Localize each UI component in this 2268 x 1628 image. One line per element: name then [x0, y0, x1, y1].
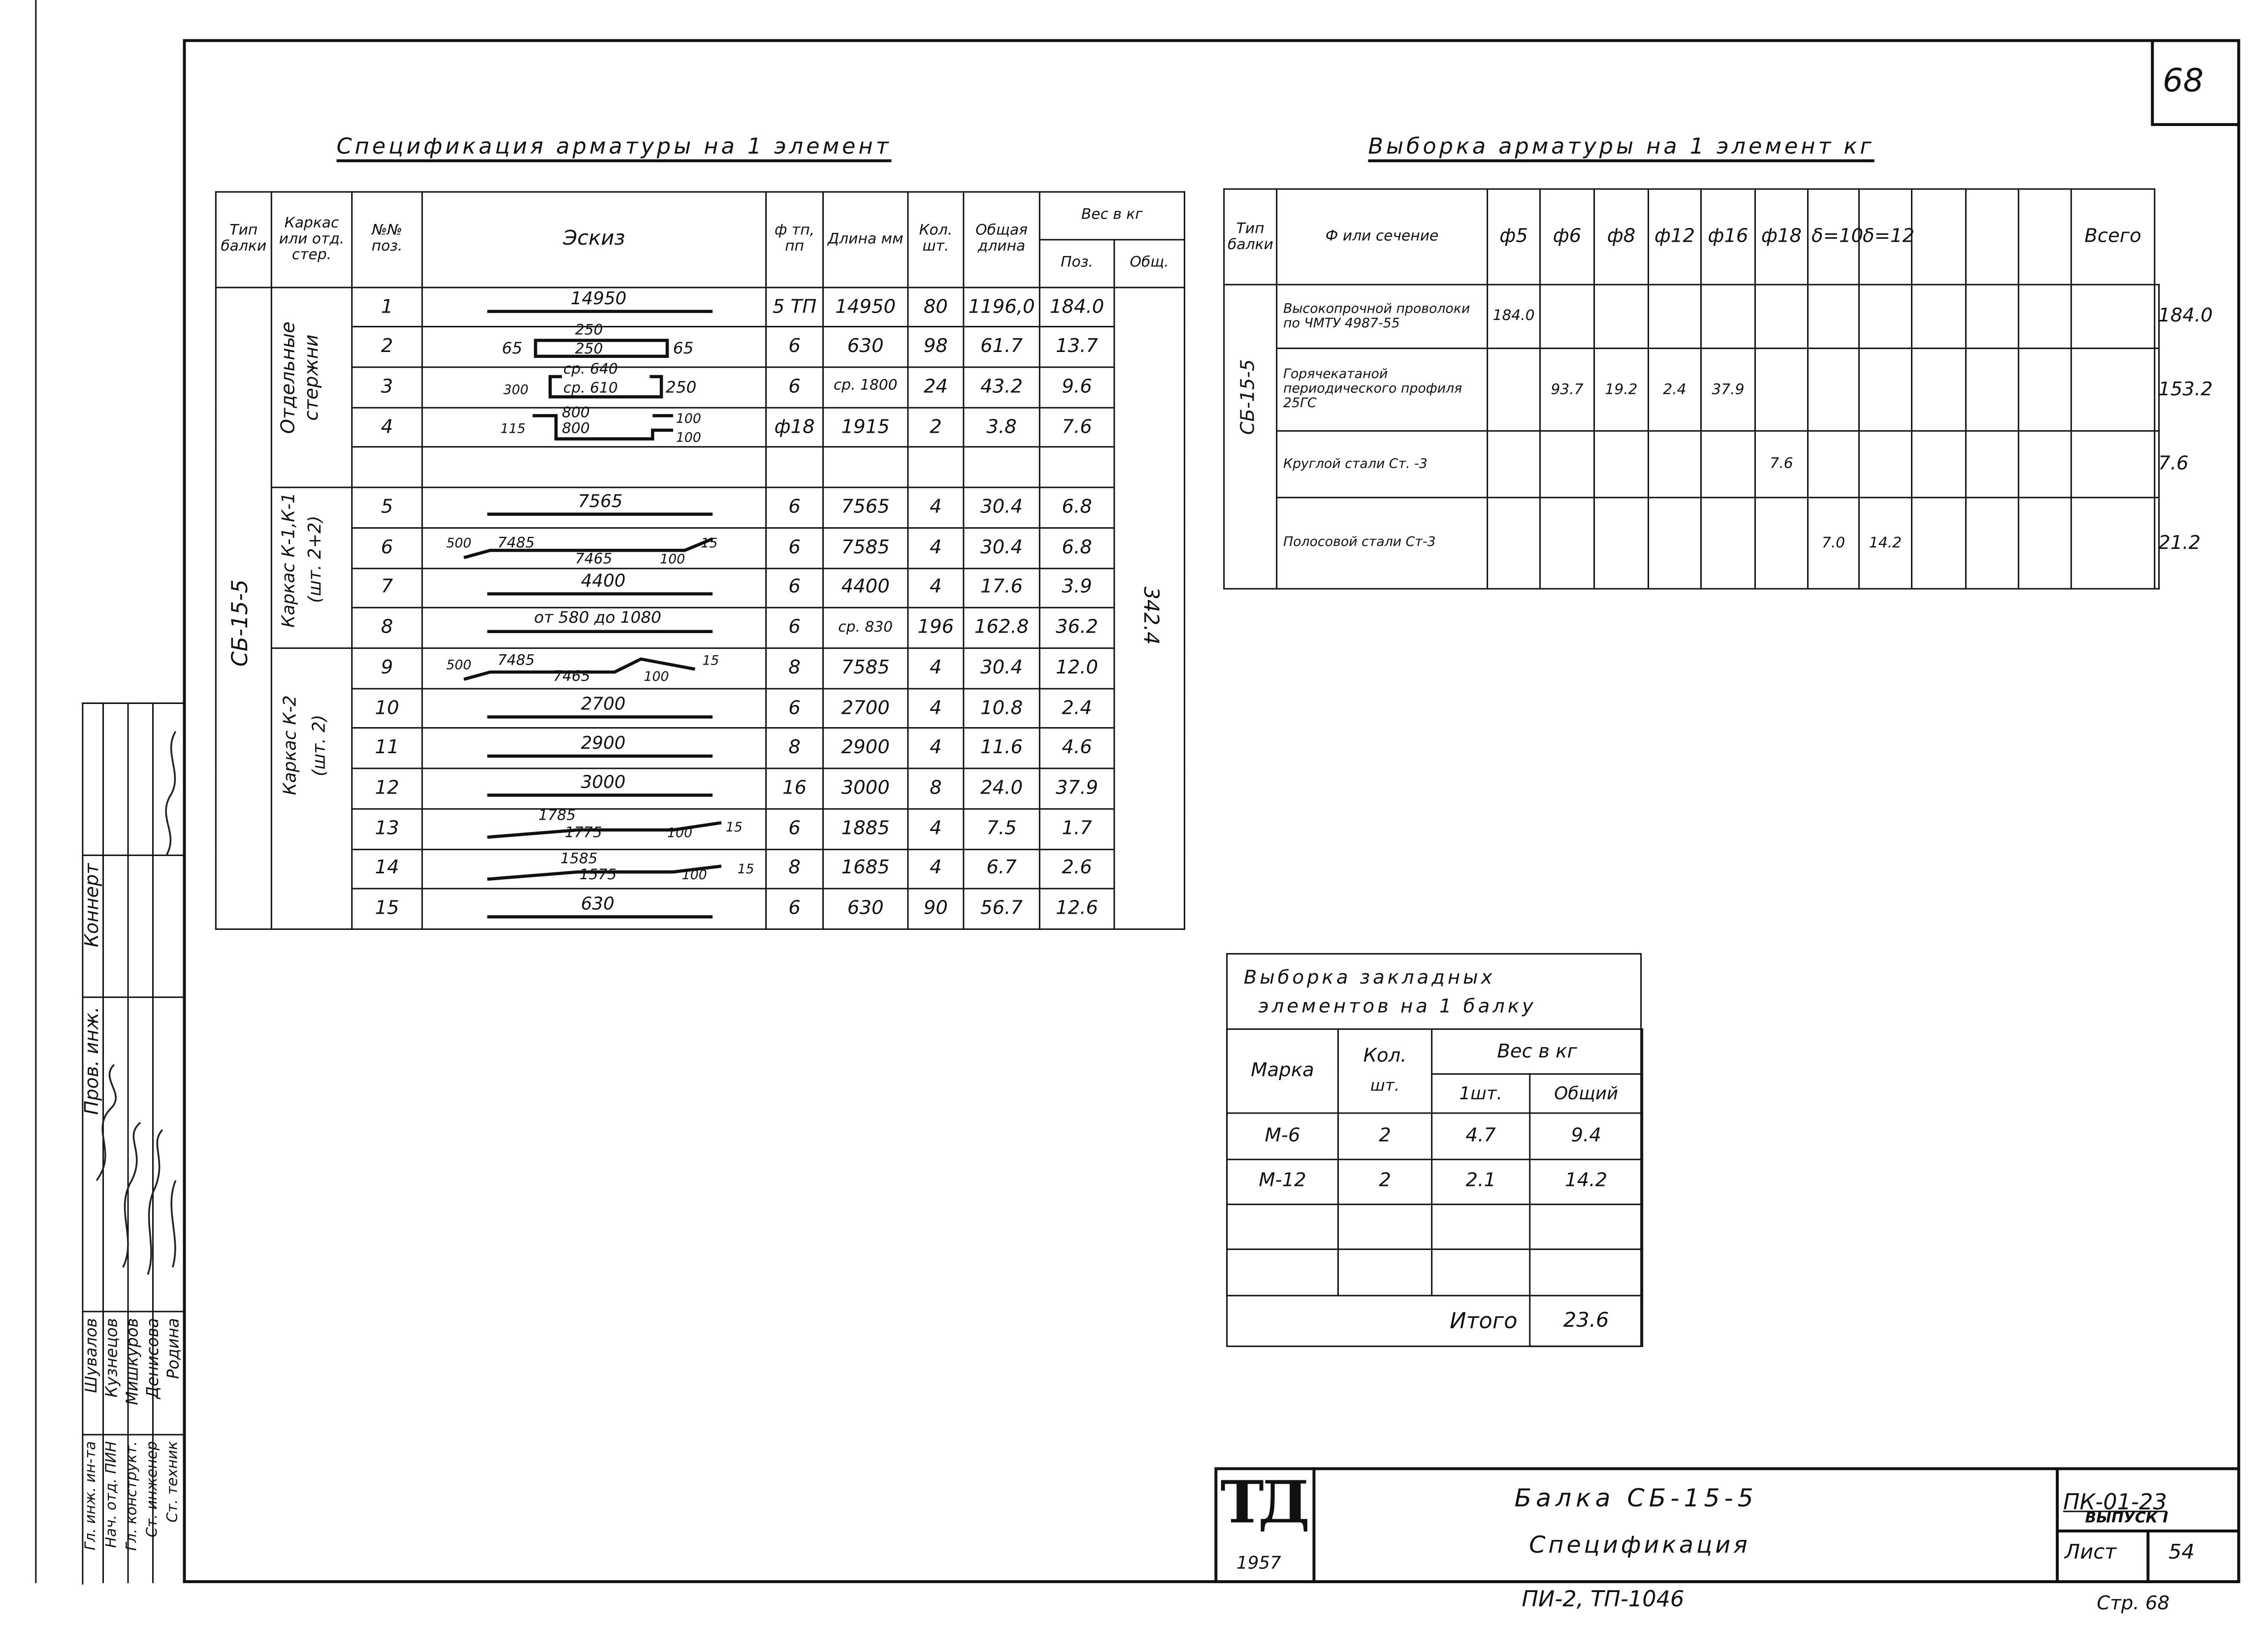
selection-title: Выборка арматуры на 1 элемент кг	[1368, 133, 1875, 160]
sheet-number: 68	[2163, 64, 2204, 100]
header-weight: Вес в кг	[1039, 192, 1184, 240]
cell-weight-pos: 13.7	[1039, 327, 1114, 368]
stamp-name: Шувалов	[82, 1318, 101, 1393]
selection-value	[1912, 349, 1966, 431]
svg-text:300: 300	[503, 382, 529, 398]
stamp-name: Мишкуров	[123, 1318, 142, 1405]
selection-material: Горячекатаной периодического профиля 25ГС	[1277, 349, 1488, 431]
cell-qty: 90	[908, 889, 964, 929]
embedded-qty	[1338, 1204, 1432, 1249]
selection-header-1: Ф или сечение	[1277, 189, 1488, 285]
header-cage: Каркас или отд. стер.	[271, 192, 352, 287]
cell-total-length: 11.6	[964, 729, 1040, 769]
selection-value	[1859, 349, 1912, 431]
cell-qty: 2	[908, 408, 964, 448]
selection-value	[1594, 431, 1649, 497]
org-logo: ТД	[1220, 1468, 1304, 1537]
group-separate-bars: Отдельные стержни	[278, 321, 324, 434]
selection-value	[1755, 498, 1808, 589]
cell-pos: 11	[352, 729, 422, 769]
selection-value	[2018, 349, 2071, 431]
cell-diameter: 6	[766, 488, 823, 528]
cell-length: 1915	[823, 408, 908, 448]
svg-text:2900: 2900	[581, 733, 626, 754]
svg-text:250: 250	[575, 321, 603, 338]
cell-pos: 9	[352, 648, 422, 689]
svg-text:100: 100	[681, 867, 707, 883]
header-weight-total: Общ.	[1114, 239, 1185, 287]
selection-value	[2071, 431, 2154, 497]
cell-total-length: 56.7	[964, 889, 1040, 929]
cell-diameter: 6	[766, 889, 823, 929]
selection-header-8: δ=10	[1808, 189, 1859, 285]
selection-value	[1808, 349, 1859, 431]
header-sketch: Эскиз	[422, 192, 766, 287]
selection-header-6: ф16	[1701, 189, 1755, 285]
stamp-checked: Пров. инж.	[82, 1006, 104, 1115]
embedded-qty: 2	[1338, 1159, 1432, 1204]
selection-total: 184.0	[2155, 285, 2159, 348]
selection-total: 21.2	[2155, 498, 2159, 589]
selection-header-7: ф18	[1755, 189, 1808, 285]
cell-diameter: 6	[766, 608, 823, 648]
selection-value	[1808, 431, 1859, 497]
selection-value	[1966, 285, 2018, 348]
cell-weight-pos: 2.4	[1039, 688, 1114, 729]
selection-value	[1540, 285, 1594, 348]
cell-diameter: 8	[766, 849, 823, 889]
cell-total-length: 3.8	[964, 408, 1040, 448]
selection-value	[1701, 498, 1755, 589]
svg-text:7565: 7565	[578, 491, 623, 511]
svg-text:800: 800	[562, 404, 590, 421]
handwritten-signatures	[82, 717, 184, 1296]
embedded-title-2: элементов на 1 балку	[1258, 996, 1536, 1019]
selection-value	[1701, 285, 1755, 348]
svg-text:4400: 4400	[581, 571, 626, 591]
cell-length: ср. 830	[823, 608, 908, 648]
cell-length: 7585	[823, 528, 908, 568]
cell-pos: 15	[352, 889, 422, 929]
total-weight: 342.4	[1138, 586, 1162, 645]
cell-weight-pos: 6.8	[1039, 528, 1114, 568]
cell-total-length: 1196,0	[964, 287, 1040, 327]
svg-text:100: 100	[676, 411, 701, 427]
embedded-header-qty	[1338, 1029, 1432, 1114]
cell-qty: 4	[908, 849, 964, 889]
selection-value	[1649, 498, 1701, 589]
cell-diameter: 6	[766, 568, 823, 608]
cell-length: 7565	[823, 488, 908, 528]
cell-diameter: 6	[766, 528, 823, 568]
cell-diameter: 6	[766, 809, 823, 849]
selection-row	[1224, 285, 2159, 348]
selection-material: Полосовой стали Ст-3	[1277, 498, 1488, 589]
svg-text:500: 500	[446, 657, 472, 673]
embedded-row	[1227, 1159, 1643, 1204]
svg-text:1775: 1775	[565, 824, 602, 841]
cell-pos: 13	[352, 809, 422, 849]
cell-pos: 4	[352, 408, 422, 448]
embedded-header-mark: Марка	[1227, 1029, 1338, 1114]
selection-table	[1223, 188, 2213, 589]
embedded-total-value: 23.6	[1530, 1295, 1643, 1346]
svg-text:100: 100	[667, 825, 693, 841]
cell-diameter: 16	[766, 768, 823, 809]
sketches-drawings	[0, 0, 1317, 1014]
svg-text:65: 65	[673, 339, 694, 357]
cell-total-length: 30.4	[964, 528, 1040, 568]
stamp-role: Ст. инженер	[145, 1441, 161, 1537]
cell-weight-pos: 6.8	[1039, 488, 1114, 528]
cell-qty: 196	[908, 608, 964, 648]
cell-weight-pos: 12.6	[1039, 889, 1114, 929]
cell-total-length: 30.4	[964, 488, 1040, 528]
stamp-role: Гл. конструкт.	[124, 1441, 141, 1551]
cell-total-length: 7.5	[964, 809, 1040, 849]
cell-length: ср. 1800	[823, 367, 908, 408]
cell-qty: 4	[908, 528, 964, 568]
svg-text:800: 800	[562, 419, 590, 437]
cell-qty: 98	[908, 327, 964, 368]
selection-header-9: δ=12	[1859, 189, 1912, 285]
selection-header-12	[2018, 189, 2071, 285]
cell-weight-pos: 3.9	[1039, 568, 1114, 608]
embedded-unit-weight: 2.1	[1432, 1159, 1530, 1204]
svg-text:7465: 7465	[553, 667, 590, 684]
selection-total: 153.2	[2155, 349, 2159, 431]
svg-text:100: 100	[660, 551, 685, 567]
selection-material: Высокопрочной проволоки по ЧМТУ 4987-55	[1277, 285, 1488, 348]
selection-value	[1488, 349, 1540, 431]
embedded-total-label: Итого	[1227, 1295, 1530, 1346]
header-diam: ф тп, пп	[766, 192, 823, 287]
selection-value	[1859, 285, 1912, 348]
cell-qty: 4	[908, 648, 964, 689]
selection-value	[2018, 431, 2071, 497]
cell-total-length: 10.8	[964, 688, 1040, 729]
cell-pos: 3	[352, 367, 422, 408]
org-year: 1957	[1236, 1553, 1281, 1573]
selection-value	[1649, 431, 1701, 497]
svg-text:250: 250	[666, 378, 697, 397]
svg-text:115: 115	[500, 421, 526, 437]
selection-value	[1701, 431, 1755, 497]
selection-beam-type: СБ-15-5	[1237, 359, 1260, 435]
svg-text:7465: 7465	[575, 550, 613, 567]
selection-row	[1224, 498, 2159, 589]
svg-text:630: 630	[581, 894, 615, 914]
cell-qty: 4	[908, 729, 964, 769]
cell-pos: 6	[352, 528, 422, 568]
selection-value	[1594, 498, 1649, 589]
embedded-row	[1227, 1114, 1643, 1159]
cell-weight-pos: 4.6	[1039, 729, 1114, 769]
selection-value	[1649, 285, 1701, 348]
cell-qty: 4	[908, 809, 964, 849]
stamp-role: Гл. инж. ин-та	[83, 1441, 100, 1551]
selection-value: 7.6	[1755, 431, 1808, 497]
selection-header-4: ф8	[1594, 189, 1649, 285]
group-cage-k2: Каркас К-2 (шт. 2)	[279, 695, 329, 796]
selection-value: 184.0	[1488, 285, 1540, 348]
cell-qty: 24	[908, 367, 964, 408]
cell-weight-pos: 12.0	[1039, 648, 1114, 689]
embedded-header-weight: Вес в кг	[1432, 1029, 1643, 1074]
cell-pos: 5	[352, 488, 422, 528]
cell-diameter: 6	[766, 688, 823, 729]
cell-length: 1885	[823, 809, 908, 849]
beam-type-label: СБ-15-5	[227, 579, 254, 667]
cell-pos: 1	[352, 287, 422, 327]
selection-header-0: Тип балки	[1224, 189, 1277, 285]
cell-total-length: 30.4	[964, 648, 1040, 689]
selection-header-11	[1966, 189, 2018, 285]
svg-text:ср. 640: ср. 640	[563, 360, 618, 378]
project-ref: ПИ-2, ТП-1046	[1522, 1586, 1685, 1612]
selection-value	[1540, 431, 1594, 497]
selection-value	[2071, 285, 2154, 348]
selection-row	[1224, 431, 2159, 497]
selection-value	[1966, 431, 2018, 497]
embedded-qty: 2	[1338, 1114, 1432, 1159]
series-code: ПК-01-23	[2063, 1489, 2167, 1515]
cell-weight-pos: 37.9	[1039, 768, 1114, 809]
cell-length: 4400	[823, 568, 908, 608]
cell-total-length: 24.0	[964, 768, 1040, 809]
svg-text:15: 15	[701, 536, 718, 551]
cell-diameter: 8	[766, 729, 823, 769]
svg-text:1585: 1585	[560, 850, 598, 867]
cell-length: 2700	[823, 688, 908, 729]
selection-value	[1755, 285, 1808, 348]
cell-qty: 4	[908, 488, 964, 528]
group-cage-k1: Каркас К-1,К-1 (шт. 2+2)	[278, 492, 325, 628]
cell-pos: 14	[352, 849, 422, 889]
svg-text:15: 15	[737, 862, 754, 877]
selection-value	[2071, 349, 2154, 431]
selection-value	[1488, 498, 1540, 589]
embedded-qty	[1338, 1249, 1432, 1295]
cell-weight-pos: 7.6	[1039, 408, 1114, 448]
selection-value	[1859, 431, 1912, 497]
embedded-mark: М-12	[1227, 1159, 1338, 1204]
svg-text:1785: 1785	[538, 806, 576, 824]
embedded-total-weight	[1530, 1204, 1643, 1249]
selection-value	[1594, 285, 1649, 348]
issue-label: ВЫПУСК I	[2085, 1510, 2169, 1527]
cell-diameter: 8	[766, 648, 823, 689]
cell-length: 1685	[823, 849, 908, 889]
selection-row	[1224, 349, 2159, 431]
svg-text:250: 250	[575, 340, 603, 357]
embedded-header-qty-label: Кол.	[1363, 1045, 1407, 1067]
cell-diameter: 6	[766, 327, 823, 368]
embedded-header-total: Общий	[1530, 1074, 1643, 1114]
embedded-mark	[1227, 1249, 1338, 1295]
selection-value: 93.7	[1540, 349, 1594, 431]
embedded-mark	[1227, 1204, 1338, 1249]
selection-value	[1912, 431, 1966, 497]
embedded-unit-weight: 4.7	[1432, 1114, 1530, 1159]
selection-material: Круглой стали Ст. -3	[1277, 431, 1488, 497]
selection-header-10	[1912, 189, 1966, 285]
embedded-unit-weight	[1432, 1249, 1530, 1295]
selection-header-5: ф12	[1649, 189, 1701, 285]
header-type: Тип балки	[216, 192, 271, 287]
stamp-connected: Коннерт	[82, 863, 104, 948]
cell-pos: 2	[352, 327, 422, 368]
embedded-unit-weight	[1432, 1204, 1530, 1249]
page-ref: Стр. 68	[2097, 1593, 2170, 1615]
sheet-label: Лист	[2064, 1541, 2117, 1564]
stamp-name: Родина	[163, 1318, 183, 1379]
cell-qty: 8	[908, 768, 964, 809]
selection-value	[1540, 498, 1594, 589]
svg-text:100: 100	[644, 669, 669, 684]
header-pos: №№ поз.	[352, 192, 422, 287]
header-total-length: Общая длина	[964, 192, 1040, 287]
embedded-total-weight: 14.2	[1530, 1159, 1643, 1204]
embedded-row	[1227, 1204, 1643, 1249]
embedded-row	[1227, 1249, 1643, 1295]
cell-pos: 12	[352, 768, 422, 809]
selection-value	[1966, 498, 2018, 589]
sheet-value: 54	[2168, 1541, 2195, 1564]
stamp-name: Кузнецов	[102, 1318, 122, 1398]
cell-weight-pos: 184.0	[1039, 287, 1114, 327]
cell-weight-pos: 9.6	[1039, 367, 1114, 408]
selection-value	[1808, 285, 1859, 348]
cell-diameter: 5 ТП	[766, 287, 823, 327]
selection-value	[1912, 285, 1966, 348]
cell-weight-pos: 1.7	[1039, 809, 1114, 849]
svg-text:7485: 7485	[497, 651, 535, 669]
embedded-title: Выборка закладных	[1243, 967, 1495, 990]
cell-total-length: 61.7	[964, 327, 1040, 368]
drawing-title-2: Спецификация	[1529, 1531, 1750, 1559]
cell-length: 2900	[823, 729, 908, 769]
cell-pos: 7	[352, 568, 422, 608]
selection-type-cell	[1224, 285, 1277, 589]
header-length: Длина мм	[823, 192, 908, 287]
svg-text:2700: 2700	[581, 694, 626, 714]
selection-value	[1488, 431, 1540, 497]
cell-length: 630	[823, 327, 908, 368]
svg-text:500: 500	[446, 536, 472, 551]
selection-value	[2018, 498, 2071, 589]
selection-header-13: Всего	[2071, 189, 2154, 285]
cell-total-length: 6.7	[964, 849, 1040, 889]
stamp-name: Денисова	[143, 1318, 162, 1399]
embedded-mark: М-6	[1227, 1114, 1338, 1159]
selection-value: 14.2	[1859, 498, 1912, 589]
cell-qty: 4	[908, 688, 964, 729]
cell-qty: 80	[908, 287, 964, 327]
cell-length: 3000	[823, 768, 908, 809]
svg-text:14950: 14950	[570, 288, 627, 309]
selection-value	[1755, 349, 1808, 431]
selection-value	[1966, 349, 2018, 431]
svg-text:65: 65	[502, 339, 522, 357]
embedded-header-qty-unit: шт.	[1370, 1076, 1400, 1095]
selection-total: 7.6	[2155, 431, 2159, 497]
cell-diameter: 6	[766, 367, 823, 408]
svg-text:100: 100	[676, 430, 701, 446]
selection-value: 19.2	[1594, 349, 1649, 431]
cell-length: 630	[823, 889, 908, 929]
header-qty: Кол. шт.	[908, 192, 964, 287]
stamp-role: Нач. отд. ПИН	[103, 1441, 120, 1548]
cell-length: 7585	[823, 648, 908, 689]
svg-text:7485: 7485	[497, 534, 535, 551]
cell-pos: 8	[352, 608, 422, 648]
svg-text:3000: 3000	[581, 772, 626, 793]
cell-total-length: 43.2	[964, 367, 1040, 408]
embedded-table	[1226, 1028, 1643, 1347]
selection-value: 2.4	[1649, 349, 1701, 431]
cell-pos: 10	[352, 688, 422, 729]
svg-text:от 580 до 1080: от 580 до 1080	[534, 608, 661, 627]
cell-weight-pos: 36.2	[1039, 608, 1114, 648]
svg-text:15: 15	[725, 819, 743, 835]
cell-weight-pos: 2.6	[1039, 849, 1114, 889]
cell-total-length: 17.6	[964, 568, 1040, 608]
svg-text:ср. 610: ср. 610	[563, 379, 618, 396]
embedded-total-weight	[1530, 1249, 1643, 1295]
embedded-total-weight: 9.4	[1530, 1114, 1643, 1159]
spec-title: Спецификация арматуры на 1 элемент	[336, 133, 892, 160]
embedded-header-per-unit: 1шт.	[1432, 1074, 1530, 1114]
selection-value	[2071, 498, 2154, 589]
stamp-role: Ст. техник	[165, 1441, 182, 1523]
drawing-title-1: Балка СБ-15-5	[1514, 1484, 1758, 1514]
selection-value: 7.0	[1808, 498, 1859, 589]
selection-header-2: ф5	[1488, 189, 1540, 285]
cell-diameter: ф18	[766, 408, 823, 448]
svg-text:15: 15	[702, 653, 719, 669]
header-weight-pos: Поз.	[1039, 239, 1114, 287]
selection-header-3: ф6	[1540, 189, 1594, 285]
selection-value: 37.9	[1701, 349, 1755, 431]
cell-length: 14950	[823, 287, 908, 327]
selection-value	[2018, 285, 2071, 348]
cell-total-length: 162.8	[964, 608, 1040, 648]
cell-qty: 4	[908, 568, 964, 608]
selection-value	[1912, 498, 1966, 589]
svg-text:1575: 1575	[579, 866, 617, 883]
